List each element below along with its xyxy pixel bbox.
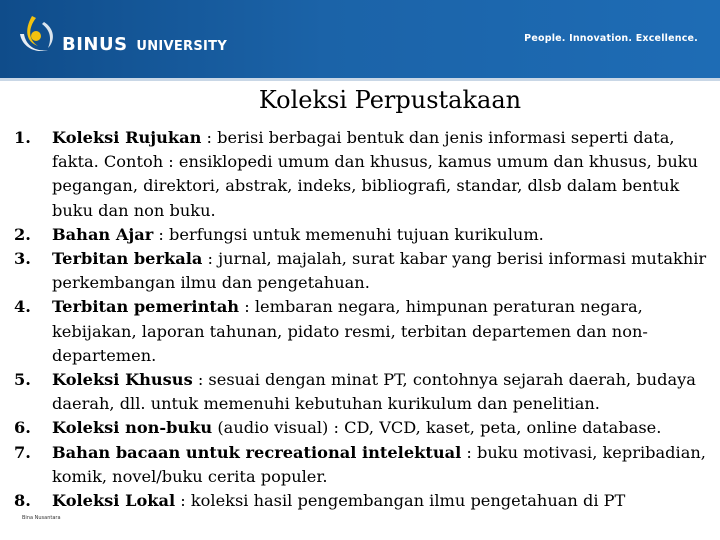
item-term: Terbitan pemerintah: [52, 297, 240, 317]
item-number: 5.: [14, 370, 31, 390]
item-term: Koleksi Khusus: [52, 370, 193, 390]
list-item: [14, 416, 714, 440]
collection-list: [14, 126, 714, 513]
item-desc: : koleksi hasil pengembangan ilmu pengetahuan di PT: [175, 491, 626, 511]
item-term: Koleksi Lokal: [52, 491, 176, 511]
list-item: [14, 223, 714, 247]
list-item: [14, 441, 714, 489]
item-term: Terbitan berkala: [52, 249, 203, 269]
list-item: [14, 295, 714, 368]
footer-text: Bina Nusantara: [22, 515, 61, 521]
logo-name: BINUS: [62, 34, 128, 55]
item-number: 8.: [14, 491, 31, 511]
item-desc: : berfungsi untuk memenuhi tujuan kurikulum.: [153, 224, 544, 244]
item-number: 3.: [14, 249, 31, 269]
item-term: Koleksi non-buku: [52, 418, 213, 438]
logo-wordmark: [62, 34, 227, 55]
item-desc: : buku motivasi, kepribadian, komik, novel/buku cerita populer.: [52, 442, 706, 486]
item-term: Koleksi Rujukan: [52, 128, 202, 147]
list-item: [14, 489, 714, 513]
item-desc: (audio visual) : CD, VCD, kaset, peta, online database.: [212, 418, 662, 438]
item-number: 2.: [14, 224, 31, 244]
item-number: 1.: [14, 128, 31, 147]
list-item: [14, 368, 714, 416]
item-term: Bahan bacaan untuk recreational intelektual: [52, 442, 462, 462]
item-number: 6.: [14, 418, 31, 438]
slide-title: Koleksi Perpustakaan: [258, 86, 522, 114]
logo-subtext: UNIVERSITY: [136, 39, 228, 54]
item-number: 7.: [14, 442, 31, 462]
item-desc: : berisi berbagai bentuk dan jenis informasi seperti data, fakta. Contoh : ensiklopedi umum dan khusus, kamus umum dan khusus, buku pegangan, direktori, abstrak, indeks, bibliografi, standar, dlsb dalam bentuk buku dan non buku.: [52, 128, 698, 220]
item-desc: : sesuai dengan minat PT, contohnya sejarah daerah, budaya daerah, dll. untuk memenuhi kebutuhan kurikulum dan penelitian.: [52, 370, 696, 414]
item-term: Bahan Ajar: [52, 224, 154, 244]
list-item: [14, 126, 714, 223]
header-banner: [0, 0, 720, 81]
item-number: 4.: [14, 297, 31, 317]
tagline: People. Innovation. Excellence.: [524, 33, 698, 44]
item-desc: : lembaran negara, himpunan peraturan negara, kebijakan, laporan tahunan, pidato resmi, terbitan departemen dan non-departemen.: [52, 297, 648, 365]
item-desc: : jurnal, majalah, surat kabar yang berisi informasi mutakhir perkembangan ilmu dan pengetahuan.: [52, 249, 707, 293]
list-item: [14, 247, 714, 295]
